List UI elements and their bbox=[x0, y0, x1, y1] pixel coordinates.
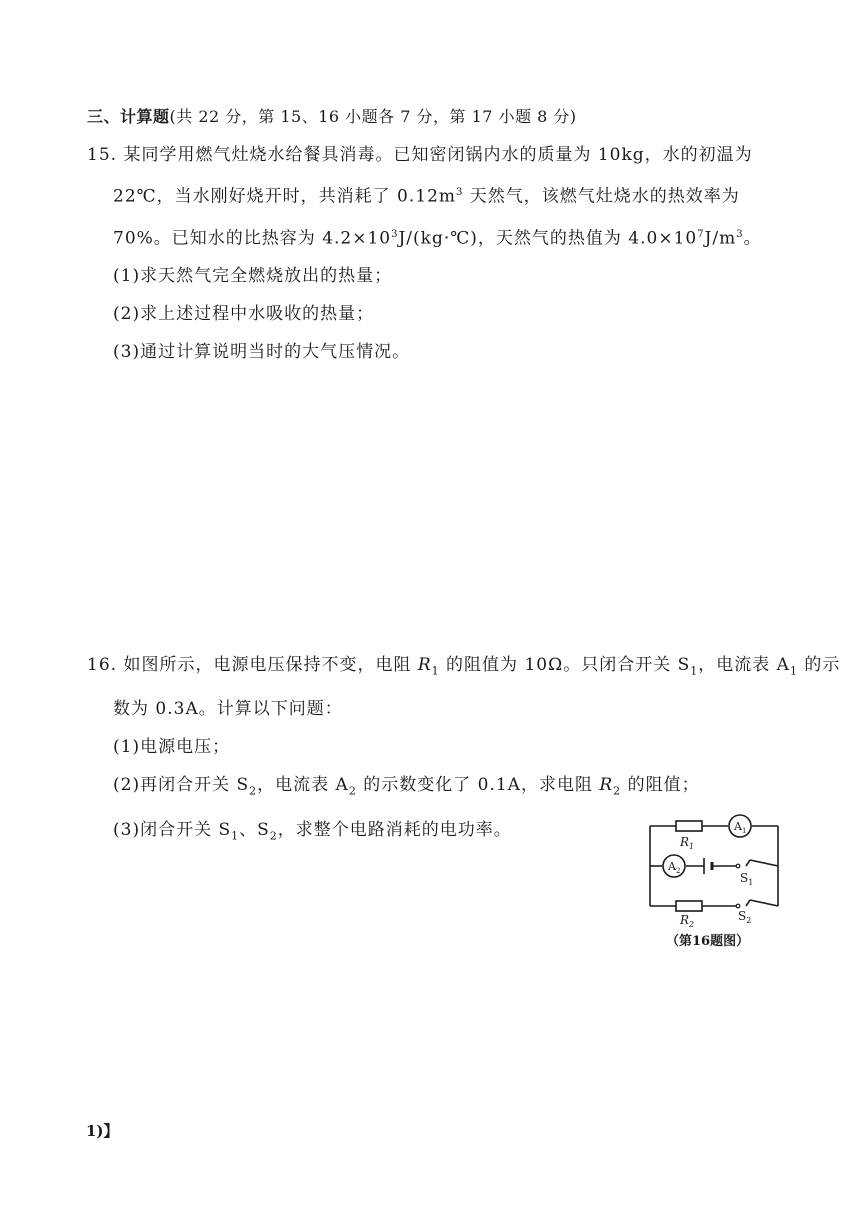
figure-caption: （第16题图） bbox=[666, 934, 750, 949]
label-a1: $A_1$ bbox=[734, 820, 747, 835]
q15-line-3: 70%。已知水的比热容为 $4.2\times 10^3J/(kg\cdot℃)$，天然气的热值为 $4.0\times 10^7J/m^3$。 bbox=[113, 228, 762, 249]
q16-line-2: 数为 0.3A。计算以下问题： bbox=[113, 699, 343, 720]
section-heading: 三、计算题 bbox=[87, 107, 170, 126]
label-r1: $R_1$ bbox=[680, 835, 695, 851]
label-s1: $S_1$ bbox=[740, 871, 754, 887]
q16-line-1: 16. 如图所示，电源电压保持不变，电阻 $R_1$ 的阻值为 10Ω。只闭合开关 $S_1$，电流表 $A_1$ 的示 bbox=[87, 655, 841, 678]
q16-sub-3: (3)闭合开关 $S_1$、$S_2$，求整个电路消耗的电功率。 bbox=[113, 819, 512, 843]
switch-s2-contact bbox=[736, 904, 740, 908]
switch-s1-contact bbox=[736, 864, 740, 868]
resistor-r2 bbox=[676, 901, 702, 911]
q15-sub-3: (3)通过计算说明当时的大气压情况。 bbox=[113, 342, 411, 363]
q15-line-1: 15. 某同学用燃气灶烧水给餐具消毒。已知密闭锅内水的质量为 10kg，水的初温为 bbox=[87, 145, 753, 165]
question-15 bbox=[87, 136, 787, 371]
q15-sub-1: (1)求天然气完全燃烧放出的热量； bbox=[113, 266, 393, 287]
resistor-r1 bbox=[676, 821, 702, 831]
section-title bbox=[87, 104, 577, 127]
label-r2: $R_2$ bbox=[680, 913, 695, 929]
page-footer-mark: 1)】 bbox=[86, 1122, 119, 1140]
q16-sub-1: (1)电源电压； bbox=[113, 737, 231, 758]
label-s2: $S_2$ bbox=[738, 909, 752, 925]
q16-sub-2: (2)再闭合开关 $S_2$，电流表 $A_2$ 的示数变化了 0.1A，求电阻 $R_2$ 的阻值； bbox=[113, 775, 700, 798]
section-score-note: (共 22 分，第 15、16 小题各 7 分，第 17 小题 8 分) bbox=[169, 107, 577, 126]
label-a2: $A_2$ bbox=[668, 860, 681, 875]
q15-sub-2: (2)求上述过程中水吸收的热量； bbox=[113, 304, 375, 325]
q15-line-2: 22℃，当水刚好烧开时，共消耗了 $0.12m^3$ 天然气，该燃气灶烧水的热效率为 bbox=[113, 186, 740, 207]
